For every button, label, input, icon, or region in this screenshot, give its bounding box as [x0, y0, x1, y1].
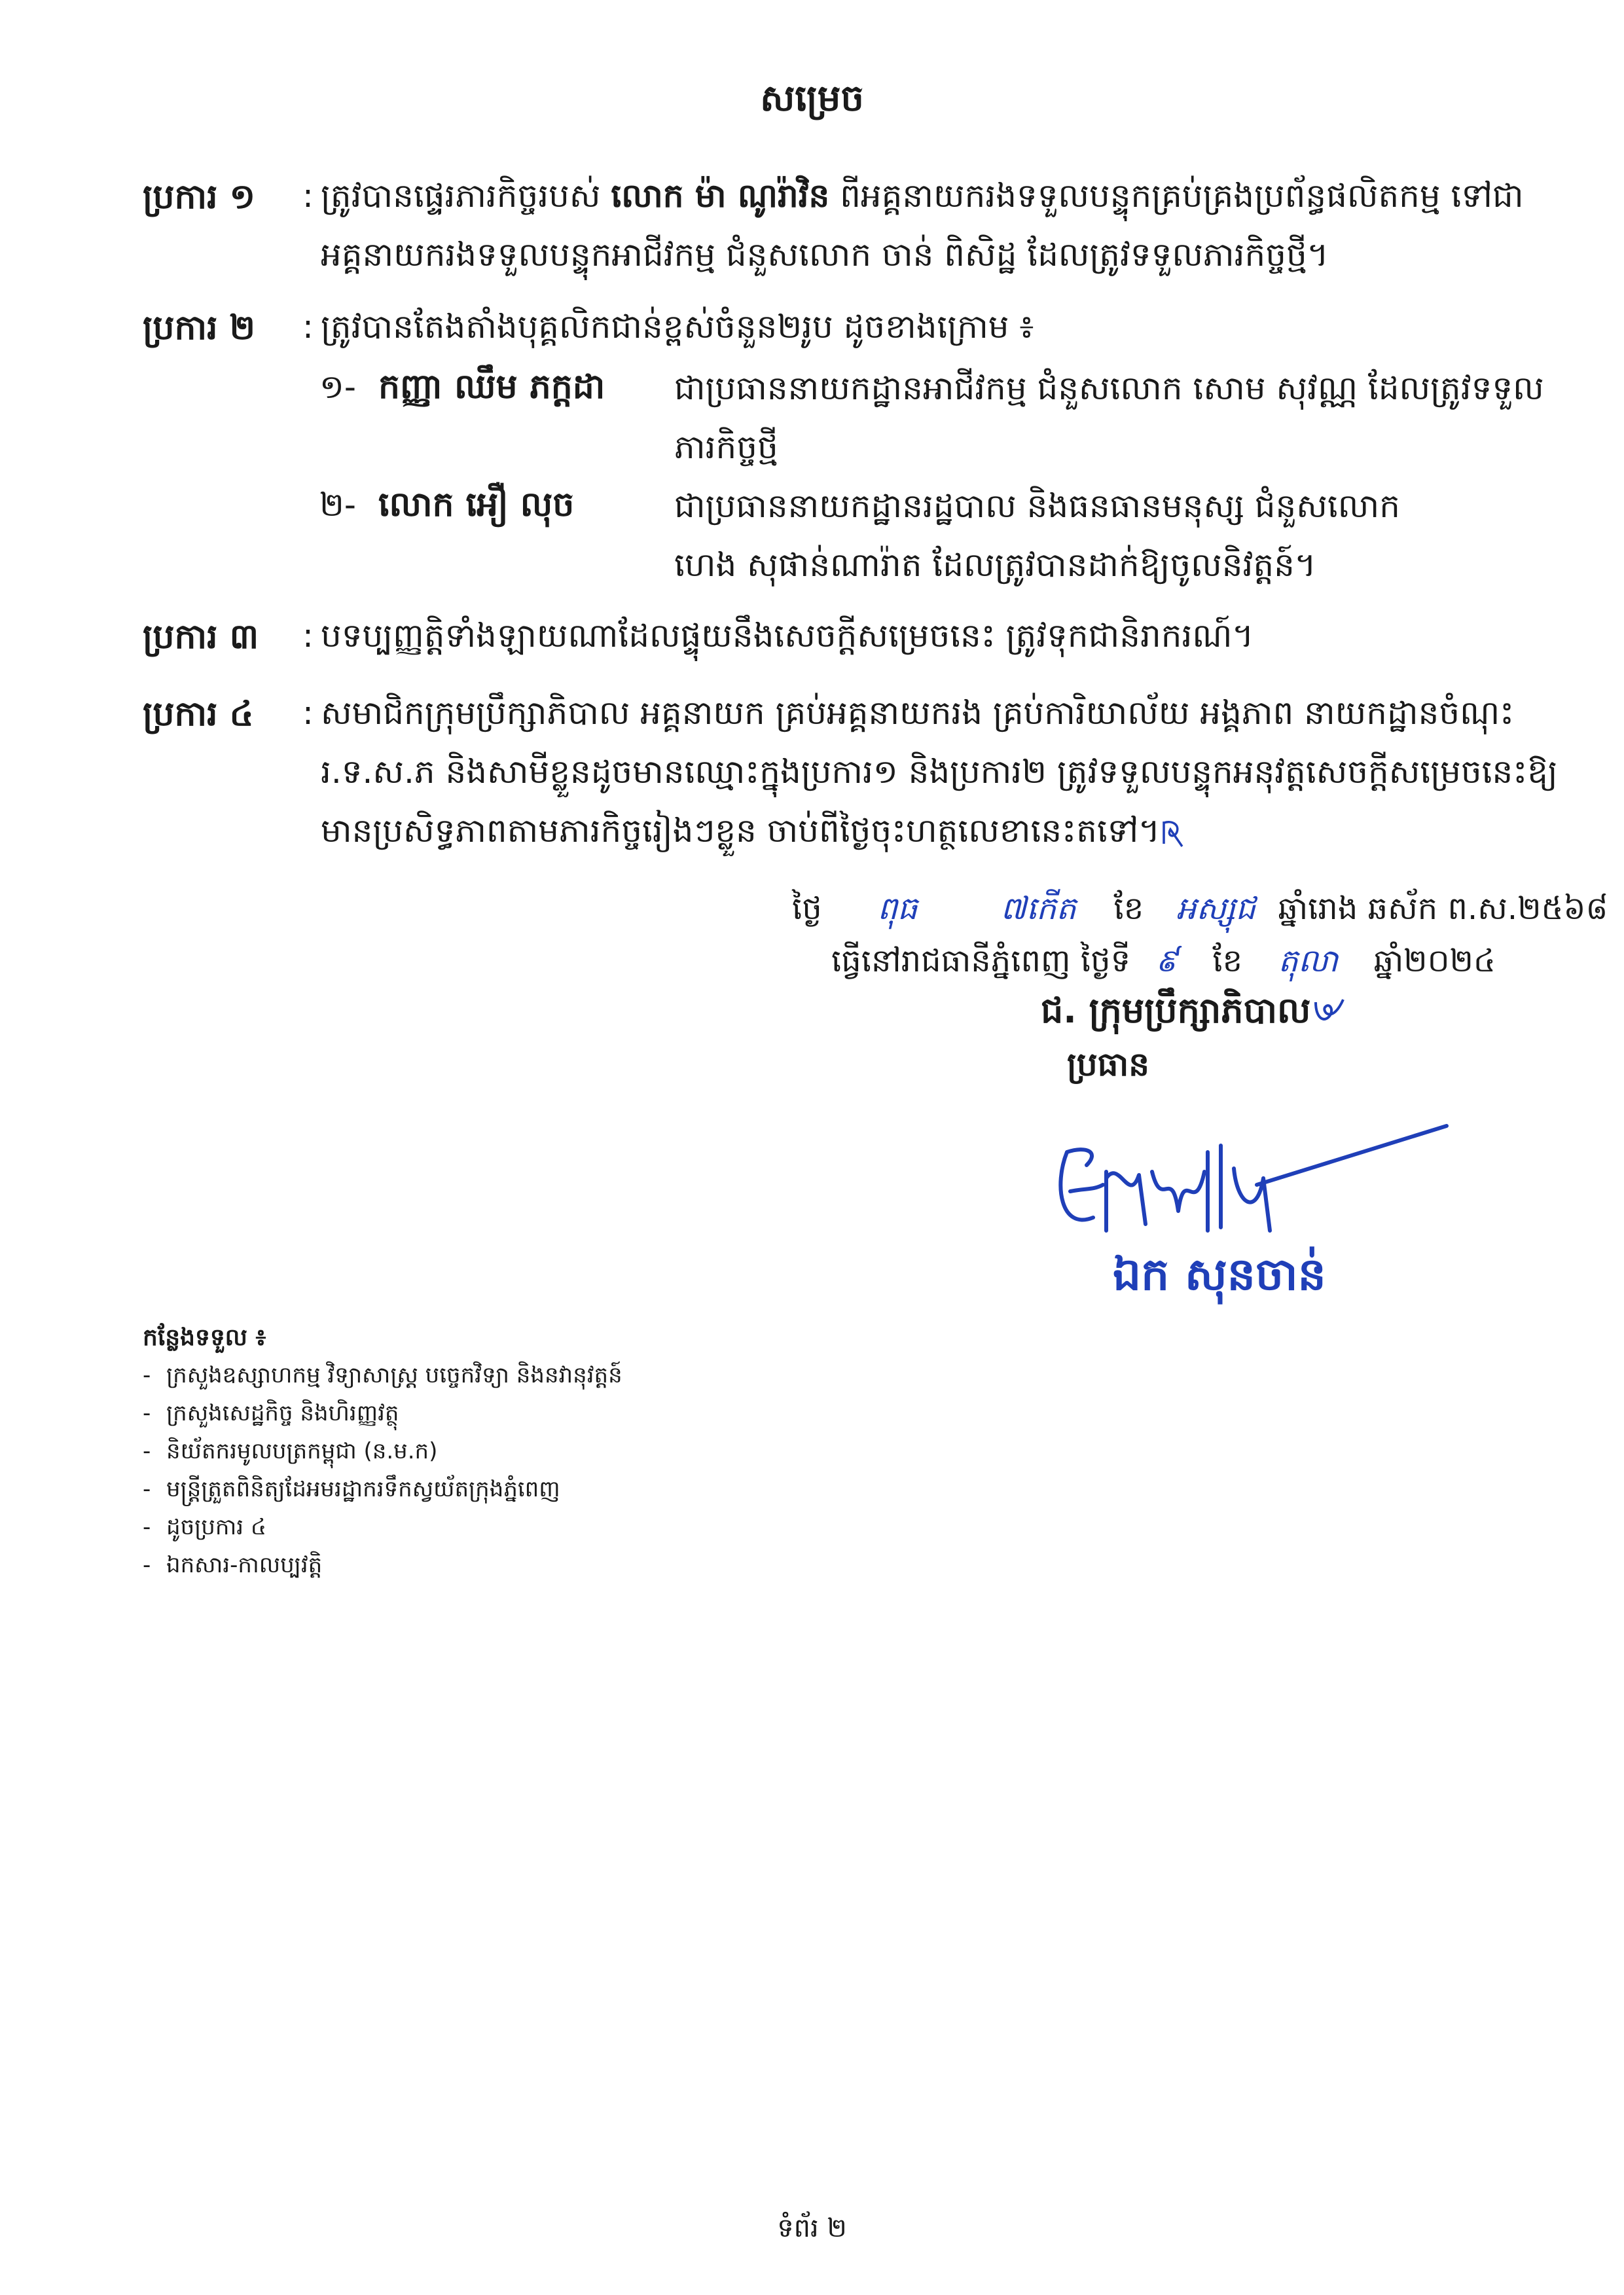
article-1-text-c: អគ្គនាយករងទទួលបន្ទុកអាជីវកម្ម ជំនួសលោក ចាន់ ពិសិដ្ឋ ដែលត្រូវទទួលភារកិច្ចថ្មី។	[321, 236, 1329, 274]
appointee-2-description	[674, 477, 1551, 594]
appointee-2-desc-line-1: ជាប្រធាននាយកដ្ឋានរដ្ឋបាល និងធនធានមនុស្ស ជំនួសលោក	[674, 487, 1400, 525]
lunar-day-handwritten: ពុធ	[877, 890, 918, 927]
article-1-line-1	[321, 175, 1524, 223]
article-2-label: ប្រការ ២	[143, 308, 255, 348]
recipients-list	[143, 1356, 623, 1584]
article-1-label: ប្រការ ១	[143, 177, 255, 217]
recipient-item: - ក្រសួងសេដ្ឋកិច្ច និងហិរញ្ញវត្ថុ	[143, 1394, 623, 1432]
president-title: ប្រធាន	[1067, 1045, 1149, 1083]
article-3-label: ប្រការ ៣	[143, 617, 259, 657]
month-prefix: ខែ	[1212, 943, 1243, 979]
recipient-item: - ក្រសួងឧស្សាហកម្ម វិទ្យាសាស្ត្រ បច្ចេកវិទ្យា និងនវានុវត្តន៍	[143, 1356, 623, 1394]
article-4-line-3	[321, 810, 1186, 858]
appointee-1-desc-line-1: ជាប្រធាននាយកដ្ឋានអាជីវកម្ម ជំនួសលោក សោម សុវណ្ណ ដែលត្រូវទទួល	[674, 369, 1544, 407]
article-1-text-b: ពីអគ្គនាយករងទទួលបន្ទុកគ្រប់គ្រងប្រព័ន្ធផលិតកម្ម ទៅជា	[829, 177, 1524, 215]
lunar-year: ឆ្នាំរោង ឆស័ក ព.ស.២៥៦៨	[1278, 890, 1608, 927]
article-4-label: ប្រការ ៤	[143, 695, 254, 734]
recipient-item: - ឯកសារ-កាលប្បវត្តិ	[143, 1546, 623, 1584]
lunar-day-prefix: ថ្ងៃ	[792, 890, 822, 927]
signer-name: ឯក សុនចាន់	[1113, 1249, 1326, 1301]
article-1-colon: :	[302, 177, 314, 215]
page-number: ទំព័រ ២	[777, 2213, 847, 2243]
article-2-intro: ត្រូវបានតែងតាំងបុគ្គលិកជាន់ខ្ពស់ចំនួន២រូប ដូចខាងក្រោម ៖	[321, 308, 1034, 346]
article-4-text-c: មានប្រសិទ្ធភាពតាមភារកិច្ចរៀងៗខ្លួន ចាប់ពីថ្ងៃចុះហត្ថលេខានេះតទៅ។	[321, 812, 1161, 850]
recipient-item: - មន្ត្រីត្រួតពិនិត្យដែអមរដ្ឋាករទឹកស្វយ័តក្រុងភ្នំពេញ	[143, 1470, 623, 1508]
appointee-1-description	[674, 359, 1551, 477]
place-date-line	[831, 941, 1496, 987]
article-1-text-a: ត្រូវបានផ្ទេរភារកិច្ចរបស់	[321, 177, 611, 215]
initials-mark	[1160, 816, 1186, 850]
article-4-colon: :	[302, 694, 314, 732]
board-line	[1041, 988, 1347, 1040]
article-3-colon: :	[302, 617, 314, 655]
page-title: សម្រេច	[760, 77, 864, 120]
recipient-item: - និយ័តករមូលបត្រកម្ពុជា (ន.ម.ក)	[143, 1432, 623, 1470]
appointee-2-name: លោក អឿ លុច	[378, 485, 575, 524]
initials-mark-2	[1310, 993, 1347, 1032]
article-1-line-2	[321, 234, 1329, 282]
appointee-2-number: ២-	[319, 486, 356, 524]
day-handwritten: ៩	[1155, 943, 1178, 979]
article-4-line-1: សមាជិកក្រុមប្រឹក្សាភិបាល អគ្គនាយក គ្រប់អគ្គនាយករង គ្រប់ការិយាល័យ អង្គភាព នាយកដ្ឋានចំណុះ	[321, 694, 1515, 732]
recipients-title: កន្លែងទទួល ៖	[143, 1324, 266, 1351]
lunar-month-prefix: ខែ	[1113, 890, 1144, 927]
handwritten-signature	[1041, 1106, 1460, 1263]
article-3-text: បទប្បញ្ញត្តិទាំងឡាយណាដែលផ្ទុយនឹងសេចក្តីសម្រេចនេះ ត្រូវទុកជានិរាករណ៍។	[321, 617, 1254, 655]
article-2-colon: :	[302, 308, 314, 346]
lunar-date-line	[792, 889, 1608, 935]
recipient-item: - ដូចប្រការ ៤	[143, 1508, 623, 1546]
place-prefix: ធ្វើនៅរាជធានីភ្នំពេញ ថ្ងៃទី	[831, 943, 1131, 979]
board-name: ជ. ក្រុមប្រឹក្សាភិបាល	[1041, 990, 1311, 1031]
lunar-month-handwritten: អស្សុជ	[1176, 890, 1255, 927]
appointee-2-desc-line-2: ហេង សុផាន់ណារ៉ាត ដែលត្រូវបានដាក់ឱ្យចូលនិវត្តន៍។	[674, 546, 1316, 584]
appointee-1-number: ១-	[319, 368, 356, 406]
month-handwritten: តុលា	[1278, 943, 1338, 979]
lunar-phase-handwritten: ៧កើត	[1000, 890, 1076, 927]
year: ឆ្នាំ២០២៤	[1373, 943, 1496, 979]
article-4-line-2: រ.ទ.ស.ភ និងសាមីខ្លួនដូចមានឈ្មោះក្នុងប្រការ១ និងប្រការ២ ត្រូវទទួលបន្ទុកអនុវត្តសេចក្តីសម្រេចនេះឱ្យ	[321, 753, 1558, 791]
appointee-1-desc-line-2: ភារកិច្ចថ្មី	[674, 428, 778, 466]
appointee-1-name: កញ្ញា ឈឹម ភក្តដា	[378, 367, 605, 407]
article-1-person-name: លោក ម៉ា ណូរ៉ាវិន	[611, 177, 830, 215]
